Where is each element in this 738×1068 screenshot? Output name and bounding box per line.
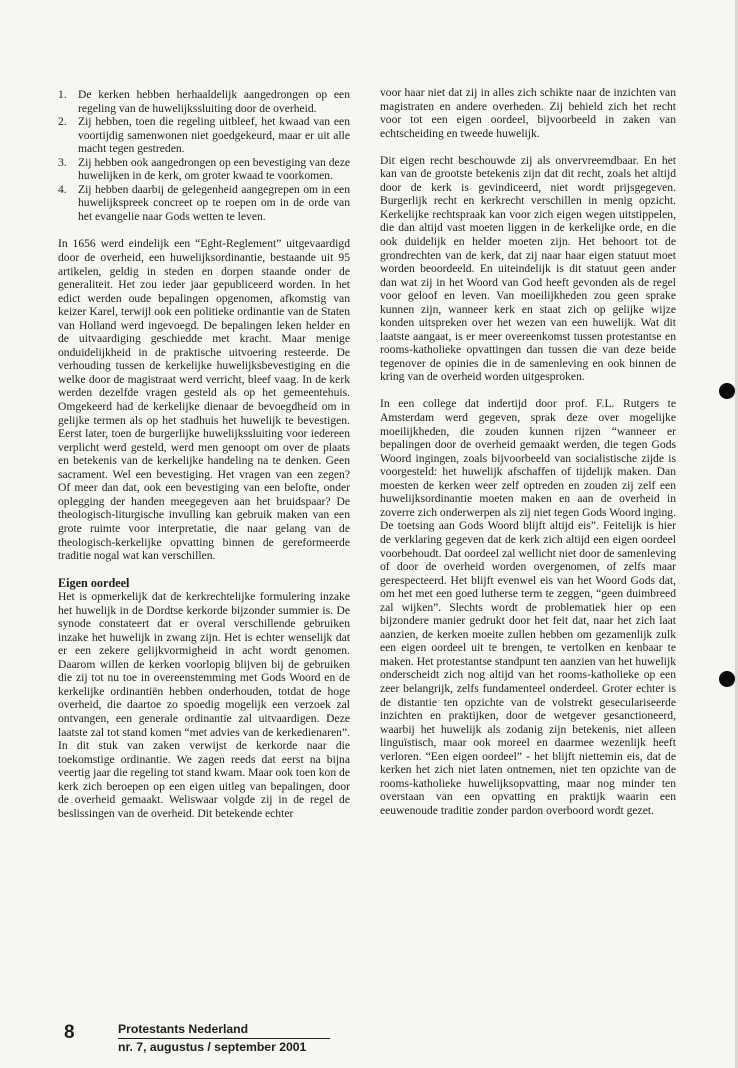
list-text: De kerken hebben herhaaldelijk aangedrongen op een regeling van de huwelijkssluiting door de overheid.: [78, 88, 350, 115]
body-paragraph: voor haar niet dat zij in alles zich schikte naar de inzichten van magistraten en andere overheden. Zij behield zich het recht voor tot een eigen oordeel, bijvoorbeeld in zaken van echtscheiding en tweede huwelijk.: [380, 86, 676, 140]
body-paragraph: In een college dat indertijd door prof. F.L. Rutgers te Amsterdam werd gegeven, sprak deze over mogelijke moeilijkheden, die zouden kunnen rijzen “wanneer er bepalingen door de overheid gemaakt werden, die tegen Gods Woord ingingen, zoals bijvoorbeeld van socialistische zijde is voorgesteld: het huwelijk afschaffen of tijdelijk maken. Dan moesten de kerken weer zelf optreden en zouden zij zelf een huwelijksordinantie moeten maken en aan de overheid in zoverre zich onderwerpen als zij niet tegen Gods Woord inging. De toetsing aan Gods Woord blijft altijd eis”. Feitelijk is hier de verklaring gegeven dat de kerk zich altijd een eigen oordeel voorbehoudt. Dat oordeel zal wellicht niet door de samenleving of door de overheid worden overgenomen, of zelfs maar gerespecteerd. Het blijft evenwel eis van het Woord Gods dat, om het met een goed lutherse term te zeggen, “geen duimbreed zal wijken”. Slechts wordt de problematiek hier op een bijzondere manier gedrukt door het feit dat, naar het zich laat aanzien, de kerken moeite zullen hebben om gezamenlijk zulk een eigen oordeel uit te brengen, te vertolken en kenbaar te maken. Het protestantse standpunt ten aanzien van het huwelijk onderscheidt zich nog altijd van het rooms-katholieke op een zeer belangrijk, zelfs fundamenteel onderdeel. Groter echter is de distantie ten opzichte van de volstrekt geseculariseerde inzichten en praktijken, door de wetgever gesanctioneerd, waarbij het huwelijk als zodanig zijn betekenis, niet alleen linguïstisch, maar ook moreel en daarmee wezenlijk heeft verloren. “Een eigen oordeel” - het blijft niettemin eis, dat de kerken het zich niet laten ontnemen, niet ten opzichte van de rooms-katholieke huwelijksopvatting, maar nog minder ten overstaan van een opvatting en praktijk waarin een eeuwenoude traditie zonder pardon overboord wordt gezet.: [380, 397, 676, 817]
footer-divider: [118, 1038, 330, 1039]
list-number: 3.: [58, 155, 67, 169]
right-column: [380, 86, 676, 831]
list-item: [58, 115, 350, 156]
punch-hole-icon: [719, 671, 735, 687]
list-item: [58, 88, 350, 115]
punch-hole-icon: [719, 383, 735, 399]
list-number: 4.: [58, 182, 67, 196]
list-number: 2.: [58, 115, 67, 129]
magazine-title: Protestants Nederland: [118, 1022, 249, 1036]
left-column: [58, 88, 350, 834]
body-paragraph: In 1656 werd eindelijk een “Eght-Reglement” uitgevaardigd door de overheid, een huwelijksordinantie, bestaande uit 95 artikelen, geldig in steden en dorpen staande onder de generaliteit. Het zou ieder jaar gepubliceerd worden. In het edict werden oude bepalingen opgenomen, afkomstig van keizer Karel, terwijl ook een politieke ordinantie van de Staten van Holland werd ingevoegd. De bepalingen leken helder en de uitvaardiging geschiedde met kracht. Maar menige onduidelijkheid in de praktische uitvoering resteerde. De verhouding tussen de kerkelijke huwelijksbevestiging en die welke door de magistraat werd verricht, bleef vaag. In de kerk werden dezelfde vragen gesteld als op het gemeentehuis. Omgekeerd had de kerkelijke dienaar de bevoegdheid om in gelijke termen als op het stadhuis het huwelijk te bevestigen. Eerst later, toen de burgerlijke huwelijkssluiting voor iedereen verplicht werd gesteld, werd men genoopt om over de plaats en betekenis van de kerkelijke handeling na te denken. Geen sacrament. Wel een bevestiging. Het vragen van een zegen? Of meer dan dat, ook een bevestiging van een belofte, onder oplegging der handen meegegeven aan het bruidspaar? De theologisch-liturgische invulling kan gebruik maken van een grote ruimte voor interpretatie, die naar gelang van de theologisch-kerkelijke opvatting binnen de gereformeerde traditie nogal wat kan verschillen.: [58, 237, 350, 563]
list-item: [58, 183, 350, 224]
body-paragraph: Dit eigen recht beschouwde zij als onvervreemdbaar. En het kan van de grootste betekenis zijn dat dit recht, zoals het altijd door de kerk is gevindiceerd, niet wordt prijsgegeven. Burgerlijk recht en kerkrecht verschillen in menig opzicht. Kerkelijke rechtspraak kan voor zich eigen wegen uitstippelen, die dan altijd vast moeten liggen in de kerkelijke orde, en die ook duidelijk en helder moeten zijn. Het behoort tot de grondrechten van de kerk, dat zij naar haar eigen statuut moet worden beoordeeld. En uiteindelijk is dit statuut geen ander dan wat zij in het Woord van God heeft gevonden als de regel voor geloof en leven. Van moeilijkheden zou geen sprake kunnen zijn, wanneer kerk en staat zich op gelijke wijze konden uitspreken over het wezen van een huwelijk. Wat dit laatste aangaat, is er meer overeenkomst tussen protestantse en rooms-katholieke opvattingen dan tussen die van deze beide tegenover de opinies die in de samenleving en ook binnen de kring van de overheid worden uitgesproken.: [380, 153, 676, 384]
numbered-list: [58, 88, 350, 223]
list-item: [58, 156, 350, 183]
body-paragraph: Het is opmerkelijk dat de kerkrechtelijke formulering inzake het huwelijk in de Dordtse kerkorde bijzonder summier is. De synode constateert dat er overal verschillende gebruiken inzake het huwelijk in zwang zijn. Het is echter wenselijk dat er een zekere gelijkvormigheid in acht wordt genomen. Daarom willen de kerken voorlopig blijven bij de gebruiken die zij tot nu toe in overeenstemming met Gods Woord en de kerkelijke ordinantiën hebben onderhouden, totdat de hoge overheid, die daartoe zo spoedig mogelijk een verzoek zal ontvangen, een generale ordinantie zal uitvaardigen. Deze laatste zal tot stand komen “met advies van de kerkedienaren”. In dit stuk van zaken verwijst de kerkorde naar die toekomstige ordinantie. We zagen reeds dat eerst na bijna veertig jaar die regeling tot stand kwam. Maar ook toen kon de kerk zich beroepen op een eigen uitleg van bepalingen, door de overheid gemaakt. Weliswaar volgde zij in de regel de beslissingen van de overheid. Dit betekende echter: [58, 590, 350, 820]
list-text: Zij hebben, toen die regeling uitbleef, het kwaad van een voortijdig samenwonen niet goedgekeurd, maar er uit alle macht tegen gestreden.: [78, 115, 350, 156]
magazine-info: [118, 1022, 330, 1055]
section-subheading: Eigen oordeel: [58, 576, 130, 591]
list-text: Zij hebben daarbij de gelegenheid aangegrepen om in een huwelijkspreek concreet op te roepen om in de orde van het evangelie naar Gods wetten te leven.: [78, 182, 350, 223]
list-number: 1.: [58, 88, 67, 101]
issue-info: nr. 7, augustus / september 2001: [118, 1040, 307, 1054]
list-text: Zij hebben ook aangedrongen op een bevestiging van deze huwelijken in de kerk, om groter kwaad te voorkomen.: [78, 155, 350, 183]
page-number: 8: [64, 1022, 75, 1043]
